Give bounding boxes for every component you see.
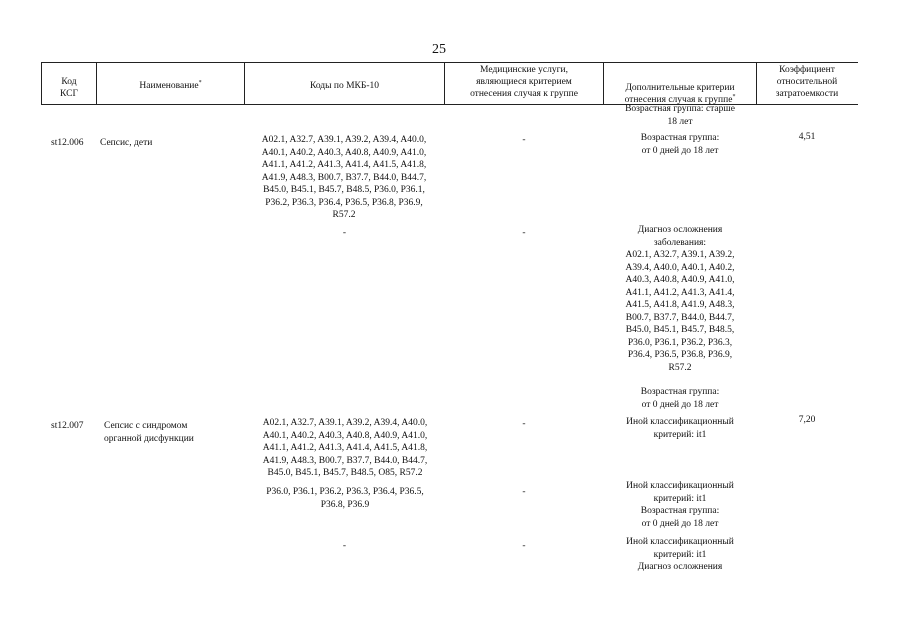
header-name — [97, 80, 244, 92]
row-icd-codes: - — [342, 541, 347, 551]
page-number: 25 — [432, 42, 446, 57]
row-services: - — [522, 135, 526, 145]
row-services: - — [522, 487, 526, 497]
header-criteria-label: Дополнительные критерии отнесения случая к группе — [624, 83, 735, 105]
row-icd-codes: P36.0, P36.1, P36.2, P36.3, P36.4, P36.5, P36.8, P36.9 — [266, 487, 424, 510]
row-services: - — [522, 419, 526, 429]
header-icd: Коды по МКБ-10 — [309, 81, 380, 91]
row-criteria: Возрастная группа: старше 18 лет — [625, 104, 735, 127]
header-services: Медицинские услуги, являющиеся критерием отнесения случая к группе — [470, 65, 578, 99]
row-code: st12.006 — [51, 138, 84, 148]
row-criteria: Иной классификационный критерий: it1 Диагноз осложнения — [626, 537, 734, 572]
row-icd-codes: - — [342, 228, 347, 238]
header-name-label: Наименование — [139, 81, 199, 91]
header-code: Код КСГ — [60, 77, 78, 99]
row-criteria: Возрастная группа: от 0 дней до 18 лет — [640, 133, 720, 156]
table-top-border — [41, 62, 858, 63]
row-criteria: Иной классификационный критерий: it1 — [626, 417, 734, 440]
row-coef: 4,51 — [798, 132, 816, 142]
row-criteria: Диагноз осложнения заболевания: A02.1, A32.7, A39.1, A39.2, A39.4, A40.0, A40.1, A40.2, A40.3, A40.8, A40.9, A41.0, A41.1, A41.2, A41.3, A41.4, A41.5, A41.8, A41.9, A48.3, B00.7, B37.7, B44.0, B44.7, B45.0, B45.1, B45.7, B48.5, P36.0, P36.1, P36.2, P36.3, P36.4, P36.5, P36.8, P36.9, R57.2 — [625, 225, 735, 373]
row-coef: 7,20 — [798, 415, 816, 425]
header-criteria — [604, 70, 756, 106]
row-code: st12.007 — [51, 421, 84, 431]
row-icd-codes: A02.1, A32.7, A39.1, A39.2, A39.4, A40.0, A40.1, A40.2, A40.3, A40.8, A40.9, A41.0, A41.1, A41.2, A41.3, A41.4, A41.5, A41.8, A41.9, A48.3, B00.7, B37.7, B44.0, B44.7, B45.0, B45.1, B45.7, B48.5, O85, R57.2 — [262, 418, 428, 478]
row-services: - — [522, 541, 526, 551]
row-services: - — [522, 228, 526, 238]
row-name: Сепсис с синдромом органной дисфункции — [104, 421, 194, 444]
header-name-footnote: * — [198, 79, 202, 86]
row-name: Сепсис, дети — [100, 138, 153, 148]
row-criteria: Возрастная группа: от 0 дней до 18 лет — [640, 387, 720, 410]
row-icd-codes: A02.1, A32.7, A39.1, A39.2, A39.4, A40.0, A40.1, A40.2, A40.3, A40.8, A40.9, A41.0, A41.1, A41.2, A41.3, A41.4, A41.5, A41.8, A41.9, A48.3, B00.7, B37.7, B44.0, B44.7, B45.0, B45.1, B45.7, B48.5, P36.0, P36.1, P36.2, P36.3, P36.4, P36.5, P36.8, P36.9, R57.2 — [261, 135, 427, 220]
header-criteria-footnote: * — [732, 93, 736, 100]
header-coef: Коэффициент относительной затратоемкости — [775, 65, 839, 99]
row-criteria: Иной классификационный критерий: it1 Возрастная группа: от 0 дней до 18 лет — [626, 481, 734, 529]
